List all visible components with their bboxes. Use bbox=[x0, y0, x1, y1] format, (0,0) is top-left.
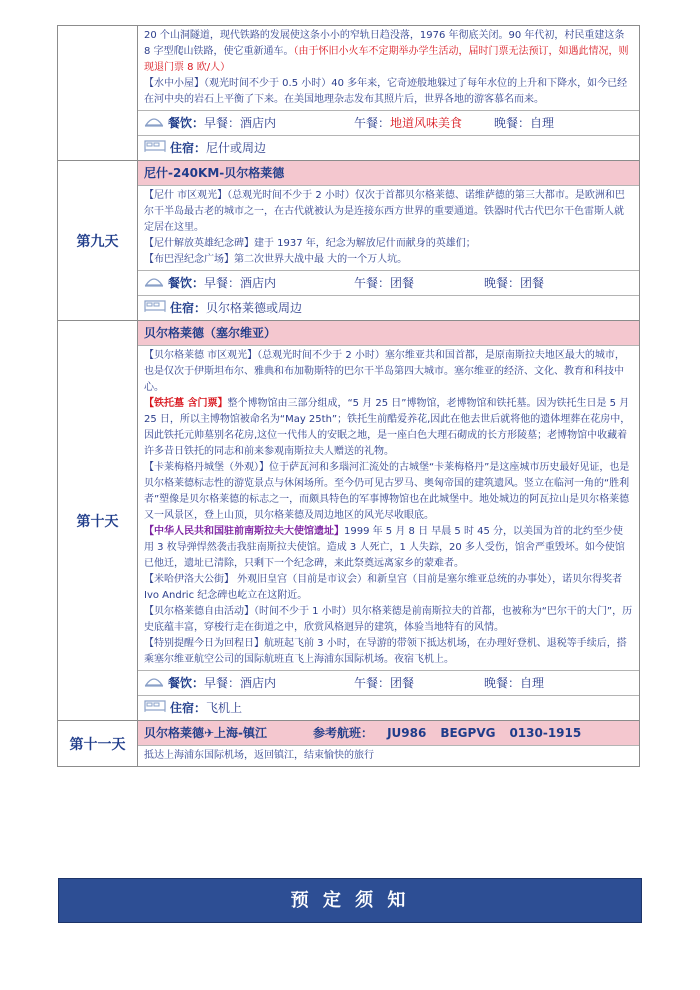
day8-breakfast: 早餐：酒店内 bbox=[204, 116, 277, 130]
day10-header: 贝尔格莱德（塞尔维亚） bbox=[138, 321, 639, 346]
day10-stay bbox=[138, 695, 639, 720]
day8-row bbox=[58, 26, 640, 161]
day9-stay-label: 住宿： bbox=[170, 301, 207, 315]
day8-desc-water-house: 【水中小屋】（观光时间不少于 0.5 小时）40 多年来，它奇迹般地躲过了每年水位的上升和下降水，如今已经在河中央的岩石上平衡了下来。在美国地理杂志发布其照片后，世界各地的游客慕名而来。 bbox=[144, 78, 628, 105]
day10-breakfast: 早餐：酒店内 bbox=[204, 676, 277, 690]
day10-content bbox=[138, 321, 640, 721]
day10-label: 第十天 bbox=[58, 321, 138, 721]
dish-cover-icon bbox=[144, 674, 164, 694]
day9-row bbox=[58, 161, 640, 321]
day10-desc-free: 【贝尔格莱德自由活动】（时间不少于 1 小时）贝尔格莱德是前南斯拉夫的首都，也被称为“巴尔干的大门”，历史底蕴丰富，穿梭行走在街道之中，欣赏风格迥异的建筑，体验当地特有的风情。 bbox=[144, 606, 633, 633]
day9-meals bbox=[138, 270, 639, 295]
bed-icon bbox=[144, 139, 166, 159]
day8-label-cell bbox=[58, 26, 138, 161]
flight-number: JU986 bbox=[387, 726, 427, 740]
day8-desc-note: （由于怀旧小火车不定期举办学生活动，届时门票无法预订，如遇此情况，则现退门票 8 欧/人） bbox=[144, 46, 629, 73]
bed-icon bbox=[144, 699, 166, 719]
day10-meal-label: 餐饮： bbox=[168, 676, 205, 690]
flight-route: BEGPVG bbox=[440, 726, 496, 740]
day10-desc-return: 【特别提醒今日为回程日】航班起飞前 3 小时，在导游的带领下抵达机场，在办理好登机、退税等手续后，搭乘塞尔维亚航空公司的国际航班直飞上海浦东国际机场。夜宿飞机上。 bbox=[144, 638, 627, 665]
day11-content bbox=[138, 721, 640, 767]
booking-notice-banner bbox=[58, 878, 642, 923]
day10-row bbox=[58, 321, 640, 721]
day11-label: 第十一天 bbox=[58, 721, 138, 767]
flight-label: 参考航班： bbox=[313, 726, 374, 740]
day9-content bbox=[138, 161, 640, 321]
day11-row bbox=[58, 721, 640, 767]
day9-desc-nis: 【尼什 市区观光】（总观光时间不少于 2 小时）仅次于首都贝尔格莱德、诺维萨德的第三大都市。是欧洲和巴尔干半岛最古老的城市之一，在古代就被认为是连接东西方世界的重要通道。铁器时代古代巴尔干色雷斯人就定居在这里。 bbox=[144, 190, 625, 233]
itinerary-table bbox=[57, 25, 640, 767]
bed-icon bbox=[144, 299, 166, 319]
day10-dinner: 晚餐：自理 bbox=[484, 676, 545, 690]
day8-content bbox=[138, 26, 640, 161]
booking-notice-title: 预 定 须 知 bbox=[290, 890, 410, 911]
day8-description bbox=[138, 26, 639, 110]
day11-route: 贝尔格莱德✈上海-镇江 bbox=[144, 726, 268, 740]
day8-desc-text: 20 个山洞隧道，现代铁路的发展使这条小小的窄轨日趋没落，1976 年彻底关闭。90 年代初，村民重建这条 8 字型爬山铁路，使它重新通车。 bbox=[144, 30, 625, 57]
day10-desc-street: 【米哈伊洛大公街】 外观旧皇宫（目前是市议会）和新皇宫（目前是塞尔维亚总统的办事处），诺贝尔得奖者 Ivo Andric 纪念碑也屹立在这附近。 bbox=[144, 574, 623, 601]
dish-cover-icon bbox=[144, 274, 164, 294]
flight-time: 0130-1915 bbox=[509, 726, 582, 740]
day8-stay-label: 住宿： bbox=[170, 141, 207, 155]
day9-stay bbox=[138, 295, 639, 320]
dish-cover-icon bbox=[144, 114, 164, 134]
day8-meal-label: 餐饮： bbox=[168, 116, 205, 130]
day9-header: 尼什-240KM-贝尔格莱德 bbox=[138, 161, 639, 186]
day9-desc-square: 【布巴涅纪念广场】第二次世界大战中最 大的一个万人坑。 bbox=[144, 254, 408, 265]
day9-meal-label: 餐饮： bbox=[168, 276, 205, 290]
day10-desc-embassy-title: 【中华人民共和国驻前南斯拉夫大使馆遗址】 bbox=[144, 526, 344, 537]
day10-description bbox=[138, 346, 639, 670]
day8-stay bbox=[138, 135, 639, 160]
day8-lunch: 午餐：地道风味美食 bbox=[354, 116, 463, 130]
day11-description: 抵达上海浦东国际机场，返回镇江，结束愉快的旅行 bbox=[144, 750, 374, 761]
day10-stay-value: 飞机上 bbox=[206, 701, 243, 715]
day9-desc-monument: 【尼什解放英雄纪念碑】建于 1937 年，纪念为解放尼什而献身的英雄们； bbox=[144, 238, 476, 249]
day11-flight bbox=[313, 726, 581, 740]
day9-description bbox=[138, 186, 639, 270]
day8-dinner: 晚餐：自理 bbox=[494, 116, 555, 130]
day9-breakfast: 早餐：酒店内 bbox=[204, 276, 277, 290]
day9-label: 第九天 bbox=[58, 161, 138, 321]
day8-meals bbox=[138, 110, 639, 135]
day8-stay-value: 尼什或周边 bbox=[206, 141, 267, 155]
day10-lunch: 午餐：团餐 bbox=[354, 676, 415, 690]
day9-dinner: 晚餐：团餐 bbox=[484, 276, 545, 290]
day10-desc-tito: 【铁托墓 含门票】整个博物馆由三部分组成，“5 月 25 日”博物馆，老博物馆和铁托墓。因为铁托生日是 5 月 25 日，所以主博物馆被命名为“May 25th”；铁托生前酷爱养花,因此在他去世后就将他的遗体埋葬在花房中，因此铁托元帅墓别名花房,这位一代伟人的安眠之地，是一座白色大理石砌成的长方形陵墓；老博物馆中收藏着许多昔日铁托的同志和前来参观南斯拉夫人赠送的礼物。 bbox=[144, 398, 631, 457]
day8-lunch-value: 地道风味美食 bbox=[390, 116, 463, 130]
day10-desc-embassy: 【中华人民共和国驻前南斯拉夫大使馆遗址】1999 年 5 月 8 日 早晨 5 时 45 分，以美国为首的北约至少使用 3 枚导弹悍然袭击我驻南斯拉夫使馆。造成 3 人死亡，1 人失踪，20 多人受伤，馆舍严重毁坏。如今使馆已他迁，遗址已清除，只剩下一个纪念碑，来此祭奠远离家乡的蒙难者。 bbox=[144, 526, 625, 569]
day10-stay-label: 住宿： bbox=[170, 701, 207, 715]
day10-meals bbox=[138, 670, 639, 695]
day9-stay-value: 贝尔格莱德或周边 bbox=[206, 301, 303, 315]
day10-desc-tito-title: 【铁托墓 含门票】 bbox=[144, 398, 228, 409]
day10-desc-city: 【贝尔格莱德 市区观光】（总观光时间不少于 2 小时）塞尔维亚共和国首都，是原南斯拉夫地区最大的城市，也是仅次于伊斯坦布尔、雅典和布加勒斯特的巴尔干半岛第四大城市。塞尔维亚的经济、文化、教育和科技中心。 bbox=[144, 350, 625, 393]
day10-desc-fortress: 【卡莱梅格丹城堡（外观）】位于萨瓦河和多瑙河汇流处的古城堡“卡莱梅格丹”是这座城市历史最好见证，也是贝尔格莱德标志性的游览景点与休闲场所。至今仍可见古罗马、奥匈帝国的建筑遗风。竖立在临河一角的“胜利者”塑像是贝尔格莱德的标志之一，而颇具特色的军事博物馆也在此城堡中。地处城边的阿瓦拉山是贝尔格莱德又一风景区，登上山顶，贝尔格莱德及周边地区的风光尽收眼底。 bbox=[144, 462, 630, 521]
day9-lunch: 午餐：团餐 bbox=[354, 276, 415, 290]
day11-header bbox=[138, 721, 639, 746]
